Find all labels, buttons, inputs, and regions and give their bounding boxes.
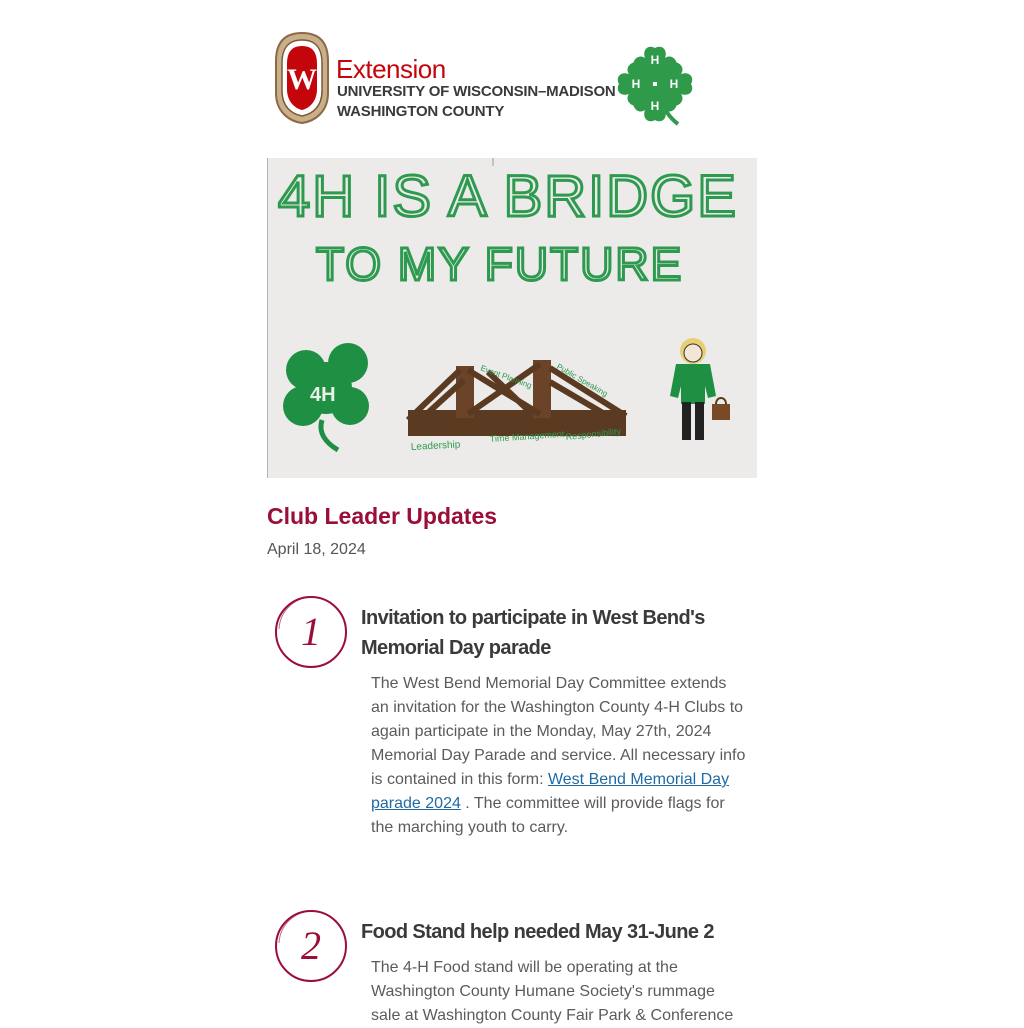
org-title: Extension — [336, 54, 446, 84]
item-2-heading: Food Stand help needed May 31-June 2 — [361, 921, 714, 943]
number-circle-1-icon — [272, 593, 350, 671]
poster-clover-label: 4H — [310, 384, 336, 406]
item-1-body-text-end: . The committee will provide flags for the marching youth to carry. — [371, 795, 725, 836]
svg-text:H: H — [631, 77, 641, 91]
org-county: WASHINGTON COUNTY — [337, 103, 505, 120]
header — [267, 28, 757, 132]
item-1-heading: Invitation to participate in West Bend's Memorial Day parade — [361, 607, 705, 659]
bridge-label-time: Time Management — [489, 428, 565, 444]
bridge-label-speaking: Public Speaking — [555, 361, 610, 399]
svg-text:W: W — [287, 63, 317, 96]
svg-text:H: H — [650, 53, 660, 67]
bridge-label-event: Event Planning — [479, 363, 533, 391]
bridge-drawing — [408, 360, 626, 436]
4h-clover-icon — [612, 40, 698, 130]
poster-line1: 4H IS A BRIDGE — [278, 164, 738, 229]
item-1-body — [371, 672, 746, 840]
poster-line2: TO MY FUTURE — [316, 238, 684, 290]
newsletter-title: Club Leader Updates — [267, 503, 498, 529]
svg-text:H: H — [650, 99, 660, 113]
bridge-label-responsibility: Responsibility — [565, 426, 622, 442]
newsletter-date: April 18, 2024 — [267, 541, 366, 558]
bridge-label-leadership: Leadership — [410, 439, 461, 453]
person-drawing — [670, 338, 730, 440]
item-2-body: The 4-H Food stand will be operating at the Washington County Humane Society's rummage sale at Washington County Fair Park & Conference — [371, 959, 734, 1024]
org-university: UNIVERSITY OF WISCONSIN–MADISON — [337, 83, 616, 100]
memorial-parade-form-link[interactable]: West Bend Memorial Day parade 2024 — [371, 771, 730, 812]
hero-poster-image — [267, 158, 757, 478]
uw-crest-icon — [272, 31, 332, 124]
item-1-body-text: The West Bend Memorial Day Committee extends an invitation for the Washington County 4-H Clubs to again participate in the Monday, May 27th, 2024 Memorial Day Parade and service. All necessary info is contained in this form: — [371, 675, 746, 788]
number-circle-2-icon — [272, 907, 350, 985]
svg-text:2: 2 — [301, 923, 321, 968]
svg-text:H: H — [669, 77, 679, 91]
svg-text:1: 1 — [301, 609, 321, 654]
